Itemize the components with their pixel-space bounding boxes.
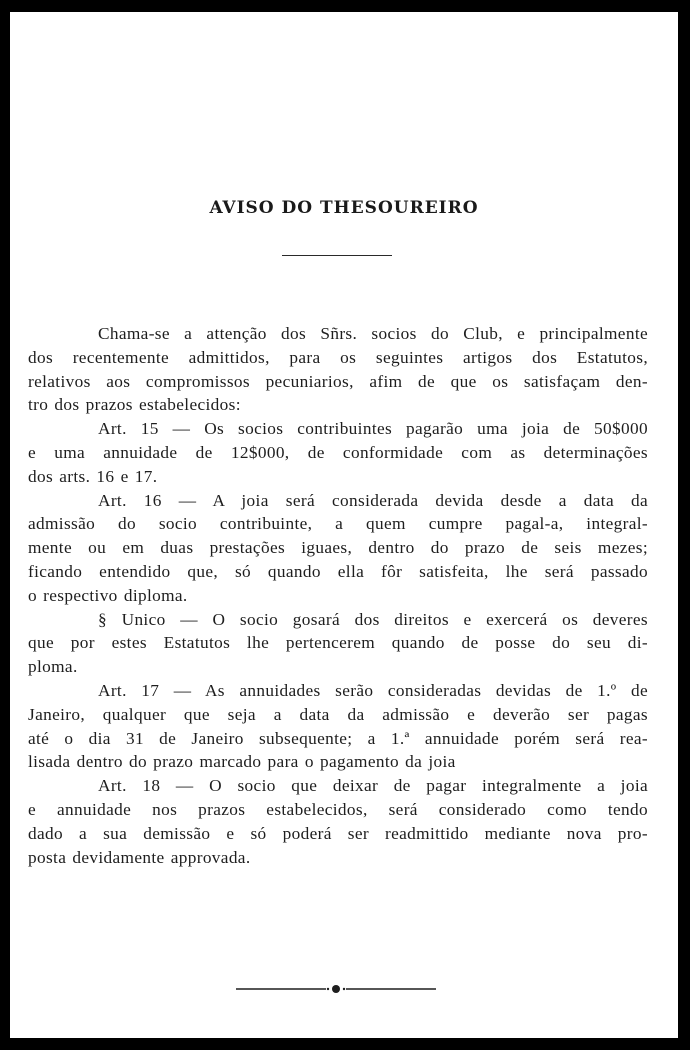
text-line: posta devidamente approvada. bbox=[28, 847, 251, 867]
paragraph-unico bbox=[28, 608, 648, 679]
text-line: que por estes Estatutos lhe pertencerem quando de posse do seu di- bbox=[28, 633, 648, 653]
notice-body bbox=[28, 322, 648, 869]
ornament-divider bbox=[236, 982, 436, 996]
text-line: tro dos prazos estabelecidos: bbox=[28, 395, 241, 415]
text-line: ficando entendido que, só quando ella fôr satisfeita, lhe será passado bbox=[28, 561, 648, 581]
paragraph-art-15 bbox=[28, 417, 648, 488]
paragraph-art-16 bbox=[28, 489, 648, 608]
page-title: AVISO DO THESOUREIRO bbox=[209, 198, 479, 218]
text-line: Janeiro, qualquer que seja a data da admissão e deverão ser pagas bbox=[28, 704, 648, 724]
title-rule bbox=[282, 255, 392, 256]
text-line: lisada dentro do prazo marcado para o pagamento da joia bbox=[28, 752, 456, 772]
text-line: e annuidade nos prazos estabelecidos, será considerado como tendo bbox=[28, 799, 648, 819]
text-line: Art. 18 — O socio que deixar de pagar integralmente a joia bbox=[98, 776, 648, 796]
text-line: relativos aos compromissos pecuniarios, afim de que os satisfaçam den- bbox=[28, 371, 648, 391]
text-line: Chama-se a attenção dos Sñrs. socios do Club, e principalmente bbox=[98, 324, 648, 343]
text-line: Art. 16 — A joia será considerada devida desde a data da bbox=[98, 490, 648, 510]
document-page bbox=[10, 12, 678, 1038]
text-line: dos recentemente admittidos, para os seguintes artigos dos Estatutos, bbox=[28, 347, 648, 367]
text-line: admissão do socio contribuinte, a quem cumpre pagal-a, integral- bbox=[28, 514, 648, 534]
text-line: o respectivo diploma. bbox=[28, 585, 188, 605]
text-line: ploma. bbox=[28, 657, 78, 677]
paragraph-art-17 bbox=[28, 679, 648, 774]
text-line: dos arts. 16 e 17. bbox=[28, 466, 158, 486]
text-line: mente ou em duas prestações iguaes, dentro do prazo de seis mezes; bbox=[28, 538, 648, 558]
paragraph-art-18 bbox=[28, 774, 648, 869]
text-line: Art. 15 — Os socios contribuintes pagarão uma joia de 50$000 bbox=[98, 419, 648, 439]
text-line: dado a sua demissão e só poderá ser readmittido mediante nova pro- bbox=[28, 823, 648, 843]
text-line: e uma annuidade de 12$000, de conformidade com as determinações bbox=[28, 442, 648, 462]
text-line: § Unico — O socio gosará dos direitos e exercerá os deveres bbox=[98, 609, 648, 629]
text-line: até o dia 31 de Janeiro subsequente; a 1.ª annuidade porém será rea- bbox=[28, 728, 648, 748]
paragraph-intro bbox=[28, 322, 648, 417]
text-line: Art. 17 — As annuidades serão consideradas devidas de 1.º de bbox=[98, 680, 648, 700]
